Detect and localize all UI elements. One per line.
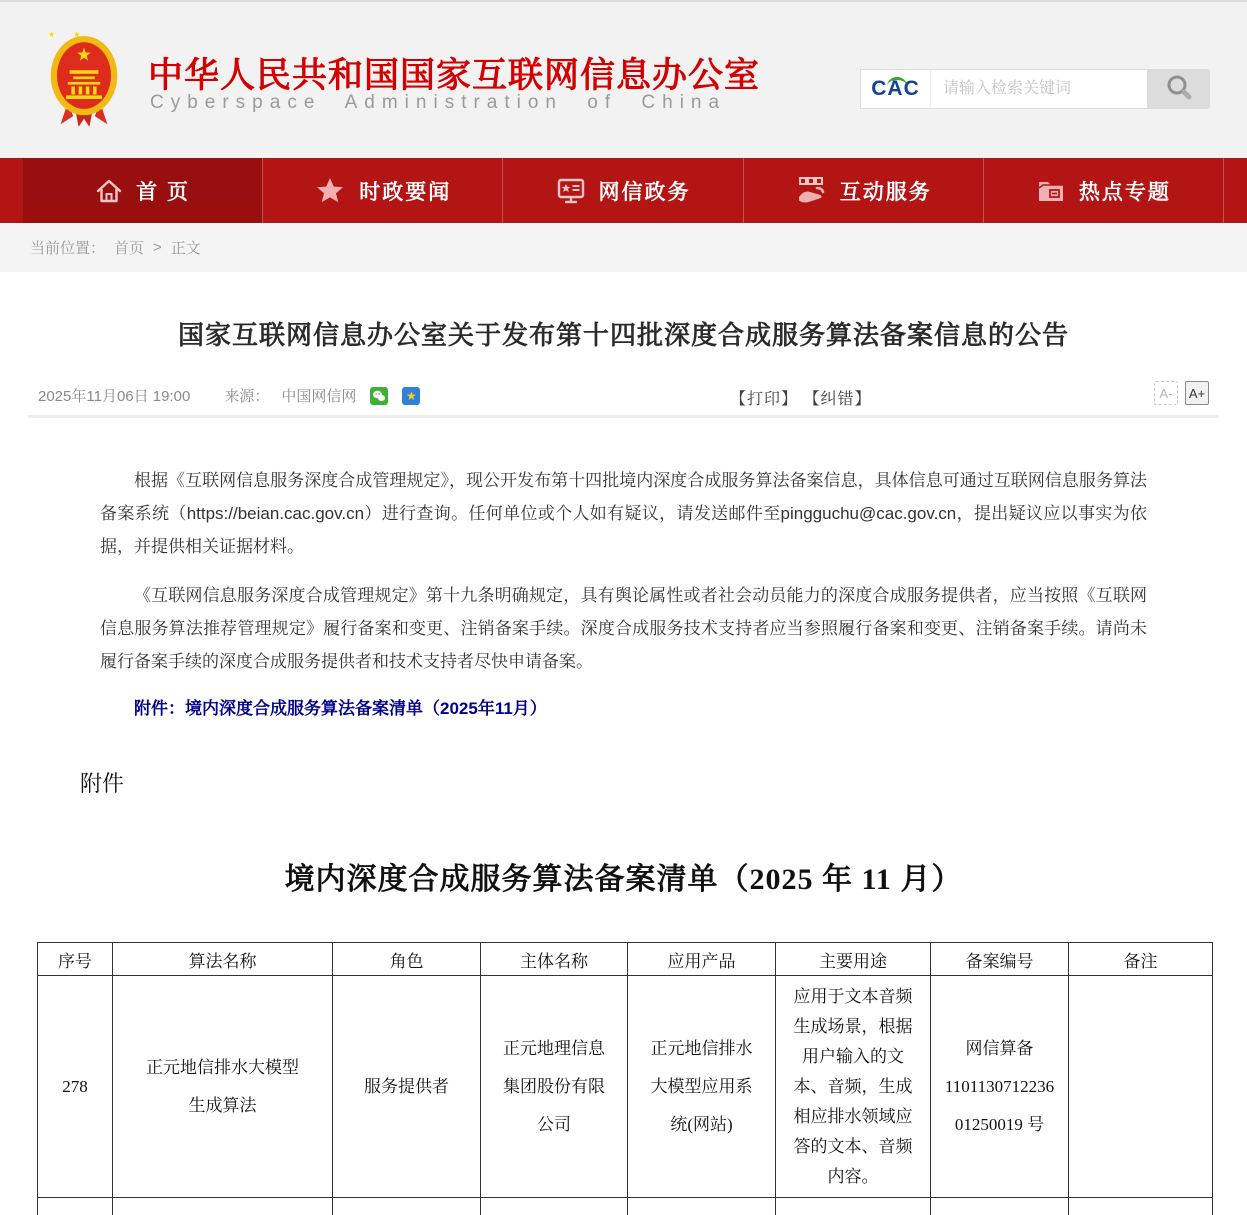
error-correction-button[interactable]: 【纠错】 — [803, 391, 872, 408]
nav-item-label: 互动服务 — [839, 180, 932, 204]
article-body — [100, 464, 1147, 719]
wechat-share-icon[interactable] — [370, 387, 388, 405]
home-icon — [95, 177, 123, 205]
nav-item-news[interactable] — [263, 158, 503, 223]
cell-remark — [1069, 976, 1213, 1198]
nav-item-interactive-services[interactable] — [744, 158, 984, 223]
site-subtitle: Cyberspace Administration of China — [150, 92, 727, 113]
article-main — [0, 315, 1247, 1215]
cell-entity-name: 正元地理信息集团股份有限公司 — [481, 976, 628, 1198]
article-paragraph: 根据《互联网信息服务深度合成管理规定》，现公开发布第十四批境内深度合成服务算法备案信息，具体信息可通过互联网信息服务算法备案系统（https://beian.cac.gov.cn）进行查询。任何单位或个人如有疑议，请发送邮件至pingguchu@cac.gov.cn，提出疑议应以事实为依据，并提供相关证据材料。 — [100, 471, 1147, 556]
attachment-link[interactable]: 附件：境内深度合成服务算法备案清单（2025年11月） — [134, 699, 547, 718]
col-header-entity-name: 主体名称 — [481, 943, 628, 976]
article-actions — [730, 386, 871, 409]
print-button[interactable]: 【打印】 — [730, 391, 799, 408]
article-meta-row — [28, 385, 1219, 409]
site-header — [0, 0, 1247, 158]
cell-filing-number: 网信算备 1101130712236 01250019 号 — [931, 976, 1069, 1198]
china-national-emblem-icon — [48, 32, 120, 130]
nav-item-label: 网信政务 — [598, 180, 691, 204]
font-size-controls — [1154, 381, 1209, 405]
col-header-filing-number: 备案编号 — [931, 943, 1069, 976]
filing-table — [37, 942, 1213, 1215]
site-title: 中华人民共和国国家互联网信息办公室 — [148, 56, 761, 95]
col-header-role: 角色 — [333, 943, 481, 976]
search-icon — [1164, 73, 1194, 106]
col-header-purpose: 主要用途 — [776, 943, 931, 976]
cac-logo-text: CAC — [871, 77, 920, 100]
table-row-partial — [38, 1198, 1213, 1215]
nav-item-label: 时政要闻 — [359, 180, 452, 204]
cell-algorithm-name: 正元地信排水大模型生成算法 — [113, 976, 333, 1198]
font-larger-button[interactable]: A+ — [1185, 381, 1209, 405]
article-date: 2025年11月06日 19:00 — [38, 388, 191, 405]
cell-role: 服务提供者 — [333, 976, 481, 1198]
appendix-label: 附件 — [80, 771, 125, 796]
breadcrumb-current: 正文 — [170, 240, 201, 257]
main-nav — [0, 158, 1247, 223]
nav-item-gov-affairs[interactable] — [503, 158, 743, 223]
cell-product: 正元地信排水大模型应用系统(网站) — [628, 976, 776, 1198]
col-header-seq: 序号 — [38, 943, 113, 976]
nav-item-home[interactable] — [23, 158, 263, 223]
nav-item-hot-topics[interactable] — [984, 158, 1224, 223]
nav-item-label: 热点专题 — [1078, 180, 1171, 204]
table-row — [38, 976, 1213, 1198]
qzone-share-icon[interactable]: ★ — [402, 387, 420, 405]
article-source-label: 来源： — [224, 388, 270, 405]
breadcrumb — [0, 223, 1247, 272]
cell-purpose: 应用于文本音频生成场景，根据用户输入的文本、音频，生成相应排水领域应答的文本、音频内容。 — [776, 976, 931, 1198]
search-bar — [860, 69, 1210, 109]
table-header-row — [38, 943, 1213, 976]
monitor-icon — [556, 176, 586, 206]
article-meta-left — [38, 385, 1219, 406]
article-title: 国家互联网信息办公室关于发布第十四批深度合成服务算法备案信息的公告 — [177, 320, 1069, 350]
font-smaller-button[interactable]: A- — [1154, 381, 1178, 405]
search-button[interactable] — [1148, 69, 1210, 109]
folder-icon — [1036, 176, 1066, 206]
service-hand-icon — [795, 175, 827, 207]
filing-list-title: 境内深度合成服务算法备案清单（2025 年 11 月） — [284, 863, 963, 896]
breadcrumb-label: 当前位置： — [30, 240, 106, 257]
breadcrumb-home-link[interactable]: 首页 — [114, 240, 145, 257]
breadcrumb-separator: > — [153, 239, 162, 256]
col-header-product: 应用产品 — [628, 943, 776, 976]
search-input[interactable] — [930, 69, 1148, 109]
cell-seq: 278 — [38, 976, 113, 1198]
meta-divider — [28, 415, 1219, 418]
nav-item-label: 首 页 — [136, 180, 191, 204]
star-icon — [314, 175, 346, 207]
col-header-algorithm-name: 算法名称 — [113, 943, 333, 976]
col-header-remark: 备注 — [1069, 943, 1213, 976]
article-source: 中国网信网 — [281, 388, 357, 405]
cac-logo — [860, 69, 930, 109]
article-paragraph: 《互联网信息服务深度合成管理规定》第十九条明确规定，具有舆论属性或者社会动员能力的深度合成服务提供者，应当按照《互联网信息服务算法推荐管理规定》履行备案和变更、注销备案手续。深度合成服务技术支持者应当参照履行备案和变更、注销备案手续。请尚未履行备案手续的深度合成服务提供者和技术支持者尽快申请备案。 — [100, 586, 1147, 671]
